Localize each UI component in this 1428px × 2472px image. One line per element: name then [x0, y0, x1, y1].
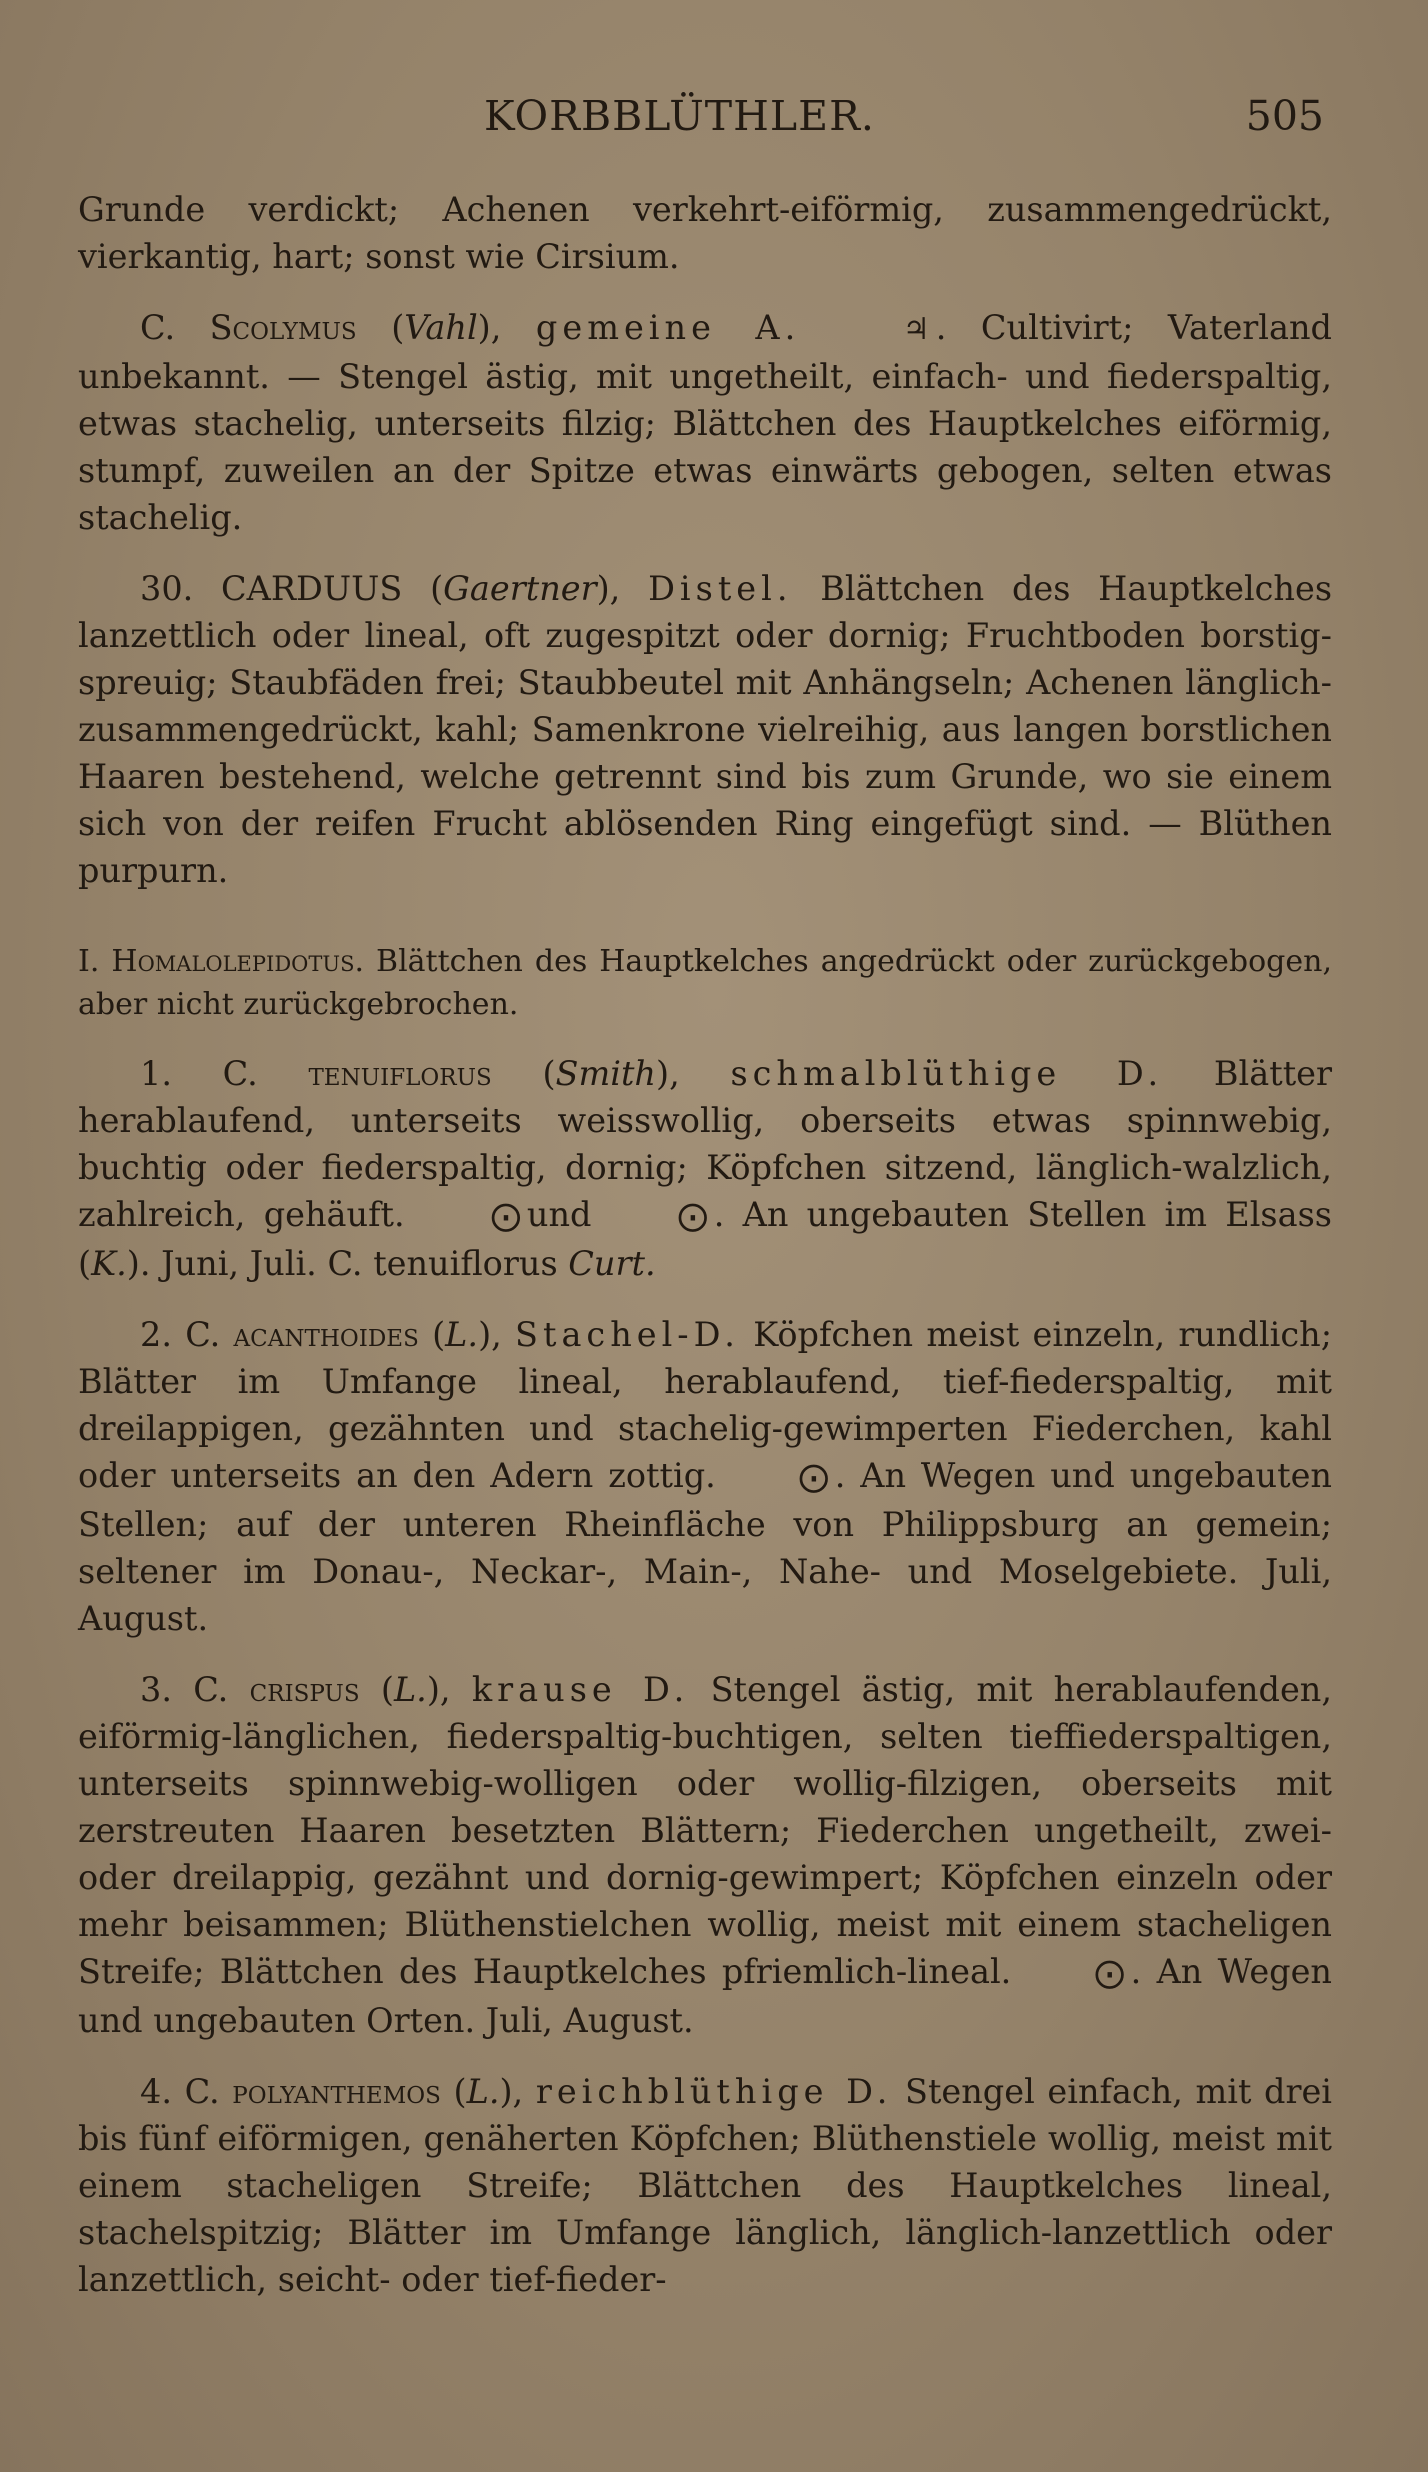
- species-name: 3. C. crispus: [140, 1670, 360, 1709]
- common-name: krause D.: [471, 1670, 690, 1709]
- paragraph-homalolepidotus: [78, 940, 1332, 1026]
- common-name: gemeine A.: [535, 308, 801, 347]
- common-name: Distel.: [648, 569, 793, 608]
- paragraph-cirsium-end: [78, 186, 1332, 280]
- paragraph-acanthoides: 2. C. acanthoides (L.), Stachel-D. Köpfchen meist einzeln, rundlich; Blätter im Umfange lineal, herablaufend, tief-fiederspaltig, mit dreilappigen, gezähnten und stachelig-gewimperten Fiederchen, kahl oder unterseits an den Adern zottig. ⨀ . An Wegen und ungebauten Stellen; auf der unteren Rheinfläche von Philippsburg an gemein; seltener im Donau-, Neckar-, Main-, Nahe- und Moselgebiete. Juli, August.: [78, 1315, 1333, 1638]
- body-text: [78, 186, 1332, 2303]
- biennial-icon: ⨀: [1094, 1956, 1125, 1991]
- common-name: Stachel-D.: [515, 1315, 740, 1354]
- species-name: C. Scolymus: [140, 308, 357, 347]
- author: L.: [466, 2072, 500, 2111]
- paragraph-text: Grunde verdickt; Achenen verkehrt-eiförmig, zusammengedrückt, vierkantig, hart; sonst wie Cirsium.: [78, 190, 1332, 276]
- paragraph-crispus: 3. C. crispus (L.), krause D. Stengel ästig, mit herablaufenden, eiförmig-länglichen, fiederspaltig-buchtigen, selten tieffiederspaltigen, unterseits spinnwebig-wolligen oder wollig-filzigen, oberseits mit zerstreuten Haaren besetzten Blättern; Fiederchen ungetheilt, zwei- oder dreilappig, gezähnt und dornig-gewimpert; Köpfchen einzeln oder mehr beisammen; Blüthenstielchen wollig, meist mit einem stacheligen Streife; Blättchen des Hauptkelches pfriemlich-lineal. ⨀ . An Wegen und ungebauten Orten. Juli, August.: [78, 1670, 1332, 2040]
- species-name: 4. C. polyanthemos: [140, 2072, 441, 2111]
- paragraph-scolymus: C. Scolymus (Vahl), gemeine A. ♃ . Cultivirt; Vaterland unbekannt. — Stengel ästig, mit ungetheilt, einfach- und fiederspaltig, etwas stachelig, unterseits filzig; Blättchen des Hauptkelches eiförmig, stumpf, zuweilen an der Spitze etwas einwärts gebogen, selten etwas stachelig.: [78, 308, 1332, 537]
- paragraph-carduus: 30. CARDUUS (Gaertner), Distel. Blättchen des Hauptkelches lanzettlich oder lineal, oft zugespitzt oder dornig; Fruchtboden borstig-spreuig; Staubfäden frei; Staubbeutel mit Anhängseln; Achenen länglich-zusammengedrückt, kahl; Samenkrone vielreihig, aus langen borstlichen Haaren bestehend, welche getrennt sind bis zum Grunde, wo sie einem sich von der reifen Frucht ablösenden Ring eingefügt sind. — Blüthen purpurn.: [78, 569, 1333, 890]
- paragraph-text: Cultivirt; Vaterland unbekannt. — Stengel ästig, mit ungetheilt, einfach- und fiederspaltig, etwas stachelig, unterseits filzig; Blättchen des Hauptkelches eiförmig, stumpf, zuweilen an der Spitze etwas einwärts gebogen, selten etwas stachelig.: [78, 308, 1332, 537]
- biennial-icon: ⨀: [677, 1199, 708, 1234]
- author: Gaertner: [443, 569, 597, 608]
- paragraph-text: An Wegen und ungebauten Orten. Juli, August.: [78, 1952, 1332, 2040]
- author: Curt.: [568, 1244, 656, 1283]
- paragraph-text: Köpfchen meist einzeln, rundlich; Blätter im Umfange lineal, herablaufend, tief-fiederspaltig, mit dreilappigen, gezähnten und stachelig-gewimperten Fiederchen, kahl oder unterseits an den Adern zottig.: [78, 1315, 1333, 1495]
- author: Vahl: [404, 308, 478, 347]
- paragraph-tenuiflorus: 1. C. tenuiflorus (Smith), schmalblüthige D. Blätter herablaufend, unterseits weisswollig, oberseits etwas spinnwebig, buchtig oder fiederspaltig, dornig; Köpfchen sitzend, länglich-walzlich, zahlreich, gehäuft. ⨀ und ⨀ . An ungebauten Stellen im Elsass (K.). Juni, Juli. C. tenuiflorus Curt.: [78, 1054, 1332, 1283]
- paragraph-text: Stengel einfach, mit drei bis fünf eiförmigen, genäherten Köpfchen; Blüthenstiele wollig, meist mit einem stacheligen Streife; Blättchen des Hauptkelches lineal, stachelspitzig; Blätter im Umfange länglich, länglich-lanzettlich oder lanzettlich, seicht- oder tief-fieder-: [78, 2072, 1333, 2299]
- biennial-icon: ⨀: [798, 1460, 829, 1495]
- source-abbrev: K.: [91, 1244, 127, 1283]
- paragraph-text: ). Juni, Juli. C. tenuiflorus: [126, 1244, 558, 1283]
- paragraph-text: Blättchen des Hauptkelches angedrückt oder zurückgebogen, aber nicht zurückgebrochen.: [78, 944, 1332, 1022]
- genus-heading: 30. CARDUUS: [140, 569, 403, 608]
- paragraph-text: Blättchen des Hauptkelches lanzettlich oder lineal, oft zugespitzt oder dornig; Fruchtboden borstig-spreuig; Staubfäden frei; Staubbeutel mit Anhängseln; Achenen länglich-zusammengedrückt, kahl; Samenkrone vielreihig, aus langen borstlichen Haaren bestehend, welche getrennt sind bis zum Grunde, wo sie einem sich von der reifen Frucht ablösenden Ring eingefügt sind. — Blüthen purpurn.: [78, 569, 1333, 890]
- paragraph-text: Stengel ästig, mit herablaufenden, eiförmig-länglichen, fiederspaltig-buchtigen, selten tieffiederspaltigen, unterseits spinnwebig-wolligen oder wollig-filzigen, oberseits mit zerstreuten Haaren besetzten Blättern; Fiederchen ungetheilt, zwei- oder dreilappig, gezähnt und dornig-gewimpert; Köpfchen einzeln oder mehr beisammen; Blüthenstielchen wollig, meist mit einem stacheligen Streife; Blättchen des Hauptkelches pfriemlich-lineal.: [78, 1670, 1332, 1991]
- author: L.: [445, 1315, 479, 1354]
- section-heading: I. Homalolepidotus.: [78, 944, 364, 979]
- species-name: 2. C. acanthoides: [140, 1315, 419, 1354]
- perennial-icon: ♃: [902, 312, 930, 347]
- page-number: 505: [1245, 92, 1324, 140]
- paragraph-text: An Wegen und ungebauten Stellen; auf der unteren Rheinfläche von Philippsburg an gemein; seltener im Donau-, Neckar-, Main-, Nahe- und Moselgebiete. Juli, August.: [78, 1456, 1332, 1638]
- common-name: reichblüthige D.: [535, 2072, 893, 2111]
- page-header: [0, 92, 1428, 152]
- running-title: KORBBLÜTHLER.: [484, 92, 875, 140]
- species-name: 1. C. tenuiflorus: [140, 1054, 492, 1093]
- annual-icon: ⨀: [490, 1199, 521, 1234]
- paragraph-polyanthemos: 4. C. polyanthemos (L.), reichblüthige D. Stengel einfach, mit drei bis fünf eiförmigen, genäherten Köpfchen; Blüthenstiele wollig, meist mit einem stacheligen Streife; Blättchen des Hauptkelches lineal, stachelspitzig; Blätter im Umfange länglich, länglich-lanzettlich oder lanzettlich, seicht- oder tief-fieder-: [78, 2072, 1333, 2299]
- paragraph-text: An ungebauten Stellen im Elsass (: [78, 1195, 1332, 1283]
- paragraph-text: Blätter herablaufend, unterseits weisswollig, oberseits etwas spinnwebig, buchtig oder fiederspaltig, dornig; Köpfchen sitzend, länglich-walzlich, zahlreich, gehäuft.: [78, 1054, 1332, 1234]
- author: L.: [393, 1670, 427, 1709]
- author: Smith: [555, 1054, 656, 1093]
- conjunction: und: [526, 1195, 592, 1234]
- common-name: schmalblüthige D.: [730, 1054, 1164, 1093]
